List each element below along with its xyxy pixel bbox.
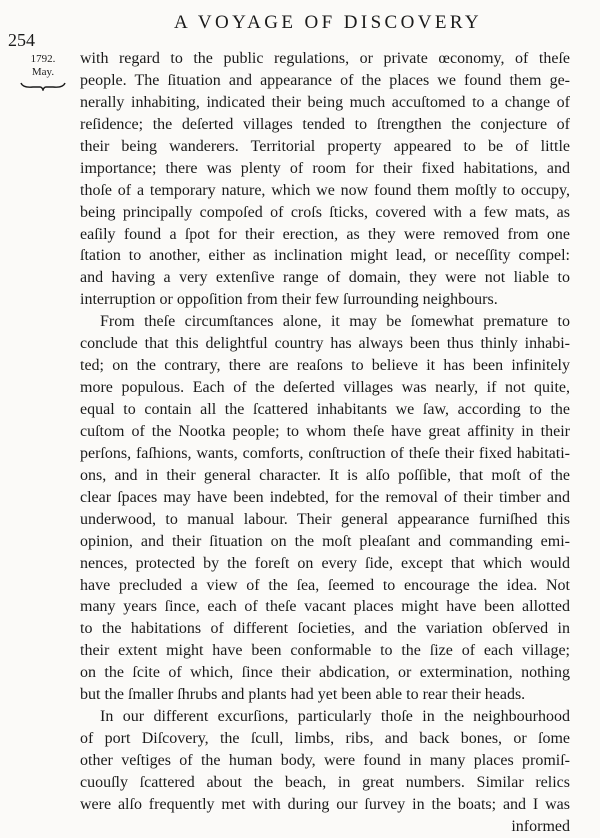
text-line: with regard to the public regulations, or private œconomy, of theſe <box>80 50 570 67</box>
text-line: ſtation to another, either as inclination might lead, or neceſſity compel: <box>80 247 570 265</box>
margin-note <box>16 53 70 91</box>
text-line: on the ſcite of which, ſince their abdication, or extermination, nothing <box>80 664 570 682</box>
text-line: were alſo frequently met with during our ſurvey in the boats; and I was <box>80 795 570 813</box>
text-line: underwood, to manual labour. Their general appearance furniſhed this <box>80 510 570 528</box>
text-line: to the habitations of different ſocieties, and the variation obſerved in <box>80 620 570 638</box>
text-line: and having a very extenſive range of domain, they were not liable to <box>80 269 570 287</box>
text-line: of port Diſcovery, the ſcull, limbs, ribs, and back bones, or ſome <box>80 730 570 748</box>
text-line: many years ſince, each of theſe vacant places might have been allotted <box>80 598 570 616</box>
text-line: more populous. Each of the deſerted villages was nearly, if not quite, <box>80 379 570 397</box>
text-line: reſidence; the deſerted villages tended to ſtrengthen the conjecture of <box>80 115 570 133</box>
text-line: being principally compoſed of croſs ſticks, covered with a few mats, as <box>80 203 570 221</box>
text-line: nences, protected by the foreſt on every ſide, except that which would <box>80 554 570 572</box>
text-line: ted; on the contrary, there are reaſons to believe it has been infinitely <box>80 357 570 375</box>
text-line: have precluded a view of the ſea, ſeemed to encourage the idea. Not <box>80 576 570 594</box>
text-line: perſons, faſhions, wants, comforts, conſtruction of theſe their fixed habitati- <box>80 444 570 462</box>
text-line: opinion, and their ſituation on the moſt pleaſant and commanding emi- <box>80 532 570 550</box>
catchword: informed <box>511 817 570 835</box>
text-line: their extent might have been conformable to the ſize of each village; <box>80 642 570 660</box>
text-line: conclude that this delightful country has always been thus thinly inhabi- <box>80 335 570 353</box>
text-line: cuouſly ſcattered about the beach, in great numbers. Similar relics <box>80 773 570 791</box>
margin-note-year: 1792. <box>30 53 56 65</box>
text-line: In our different excurſions, particularly thoſe in the neighbourhood <box>100 708 570 726</box>
page-number: 254 <box>8 30 35 50</box>
text-block <box>80 48 570 838</box>
text-line: interruption or oppoſition from their few ſurrounding neighbours. <box>80 291 498 309</box>
text-line: but the ſmaller ſhrubs and plants had yet been able to rear their heads. <box>80 686 526 704</box>
text-line: their being wanderers. Territorial property appeared to be of little <box>80 137 570 155</box>
text-line: importance; there was plenty of room for their fixed habitations, and <box>80 159 570 177</box>
brace-icon <box>19 81 67 91</box>
text-line: other veſtiges of the human body, were found in many places promiſ- <box>80 752 570 769</box>
running-head: A VOYAGE OF DISCOVERY <box>173 12 483 33</box>
text-line: ons, and in their general character. It is alſo poſſible, that moſt of the <box>80 466 570 484</box>
text-line: eaſily found a ſpot for their erection, as they were removed from one <box>80 225 570 243</box>
text-line: thoſe of a temporary nature, which we now found them moſtly to occupy, <box>80 181 570 199</box>
text-line: cuſtom of the Nootka people; to whom theſe have great affinity in their <box>80 422 570 440</box>
margin-note-month: May. <box>31 66 55 78</box>
text-line: nerally inhabiting, indicated their being much accuſtomed to a change of <box>80 93 570 111</box>
text-line: people. The ſituation and appearance of the places we found them ge- <box>80 71 570 89</box>
text-line: clear ſpaces may have been indebted, for the removal of their timber and <box>80 488 570 506</box>
text-line: equal to contain all the ſcattered inhabitants we ſaw, according to the <box>80 401 570 418</box>
text-line: From theſe circumſtances alone, it may be ſomewhat premature to <box>100 313 570 331</box>
